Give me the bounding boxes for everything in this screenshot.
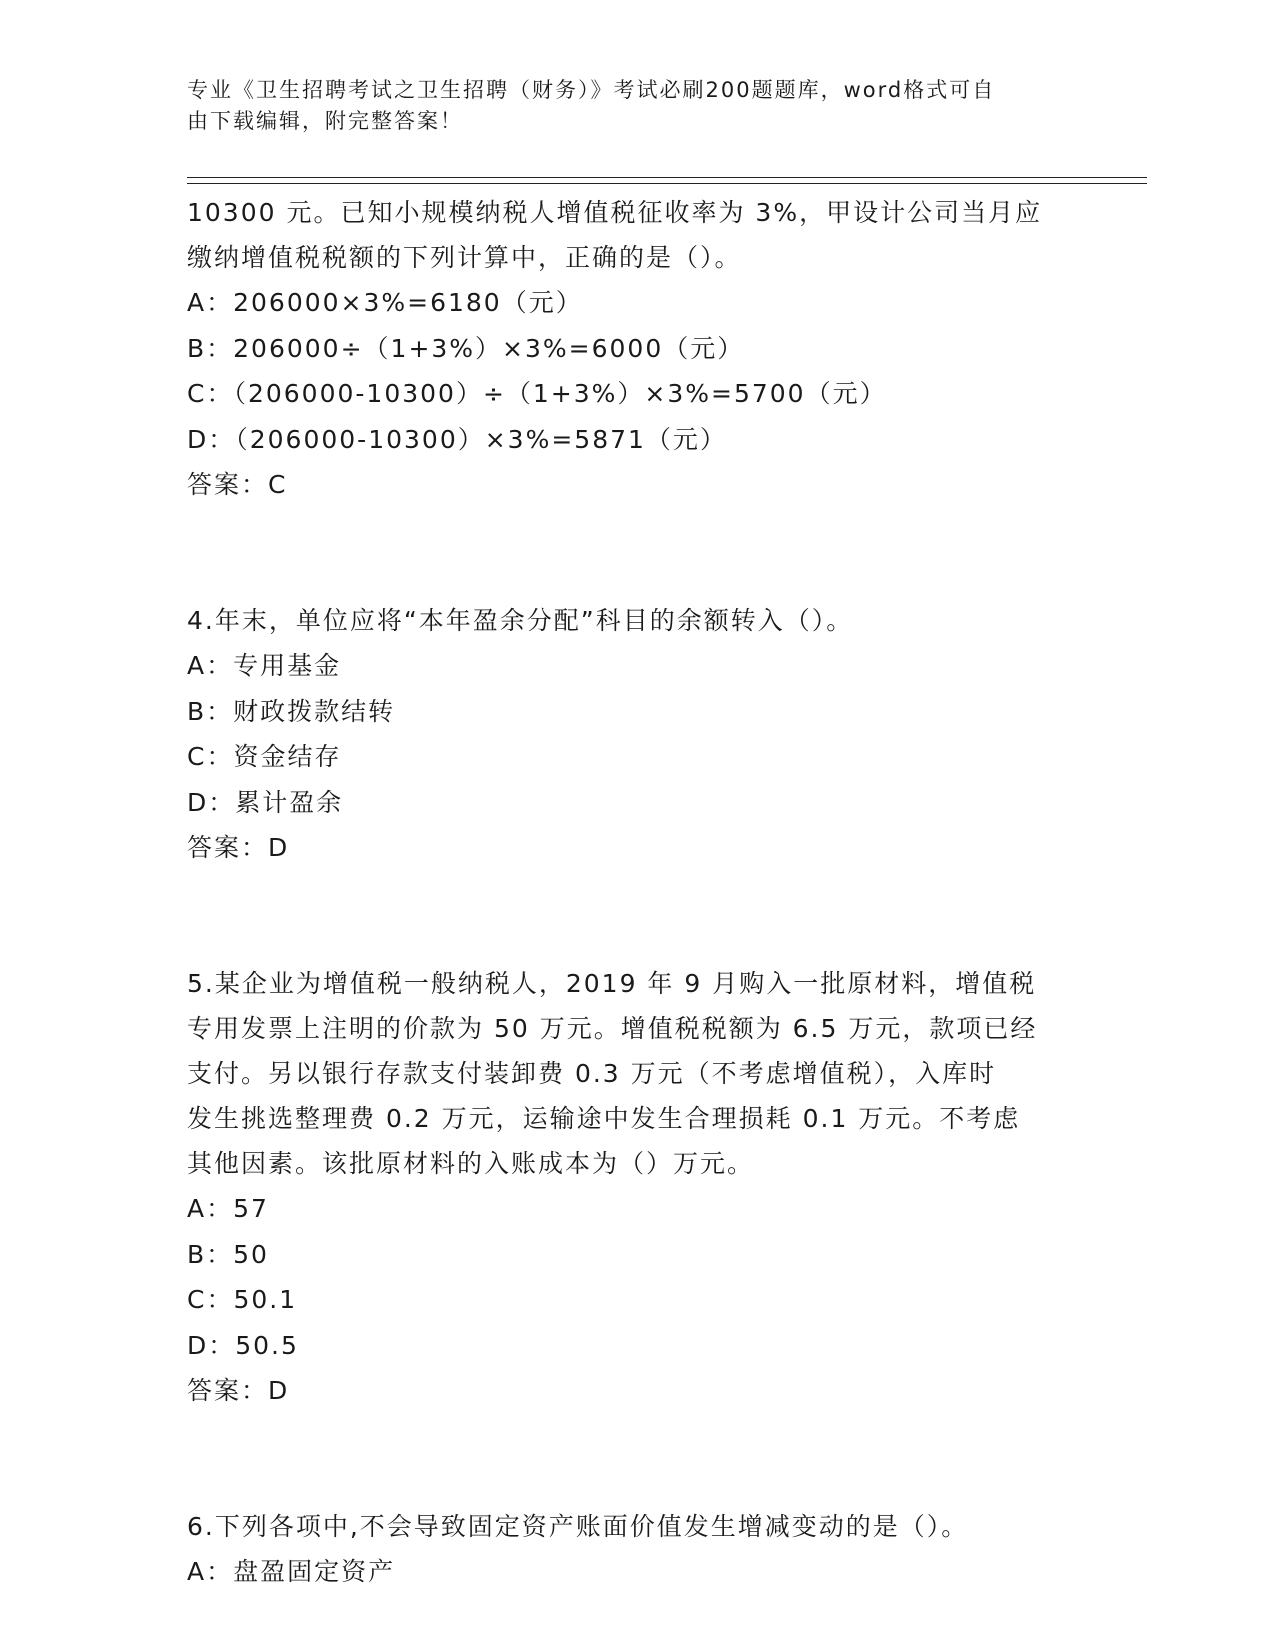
question-text-line: 专用发票上注明的价款为 50 万元。增值税税额为 6.5 万元，款项已经 xyxy=(187,1014,1038,1043)
spacer xyxy=(187,870,1087,961)
option-d: D：（206000-10300）×3%=5871（元） xyxy=(187,424,727,454)
option-a: A：专用基金 xyxy=(187,651,342,680)
option-a: A：57 xyxy=(187,1194,269,1223)
question-text-line: 6.下列各项中,不会导致固定资产账面价值发生增减变动的是（）。 xyxy=(187,1512,969,1541)
option-a: A：206000×3%=6180（元） xyxy=(187,288,583,317)
option-c: C：50.1 xyxy=(187,1285,298,1314)
question-text-line: 5.某企业为增值税一般纳税人，2019 年 9 月购入一批原材料，增值税 xyxy=(187,969,1037,998)
question-5 xyxy=(187,961,1087,1413)
header-rule-top xyxy=(187,177,1147,178)
header-line-2: 由下载编辑，附完整答案！ xyxy=(187,109,463,133)
question-text-line: 缴纳增值税税额的下列计算中，正确的是（）。 xyxy=(187,243,742,272)
answer: 答案：D xyxy=(187,833,290,862)
option-d: D：累计盈余 xyxy=(187,787,344,817)
question-text-line: 发生挑选整理费 0.2 万元，运输途中发生合理损耗 0.1 万元。不考虑 xyxy=(187,1104,1021,1133)
answer: 答案：C xyxy=(187,470,288,499)
document-header xyxy=(187,75,1067,137)
question-3 xyxy=(187,190,1087,507)
question-6 xyxy=(187,1504,1087,1595)
question-text-line: 10300 元。已知小规模纳税人增值税征收率为 3%，甲设计公司当月应 xyxy=(187,198,1043,227)
spacer xyxy=(187,507,1087,598)
question-text-line: 4.年末，单位应将“本年盈余分配”科目的余额转入（）。 xyxy=(187,606,854,635)
answer: 答案：D xyxy=(187,1376,290,1405)
header-line-1: 专业《卫生招聘考试之卫生招聘（财务）》考试必刷200题题库，word格式可自 xyxy=(187,78,996,102)
question-4 xyxy=(187,598,1087,870)
spacer xyxy=(187,1413,1087,1504)
question-text-line: 其他因素。该批原材料的入账成本为（）万元。 xyxy=(187,1149,755,1178)
document-body xyxy=(187,190,1087,1595)
option-a: A：盘盈固定资产 xyxy=(187,1557,396,1586)
option-d: D：50.5 xyxy=(187,1330,299,1360)
option-b: B：206000÷（1+3%）×3%=6000（元） xyxy=(187,333,745,363)
question-text-line: 支付。另以银行存款支付装卸费 0.3 万元（不考虑增值税），入库时 xyxy=(187,1059,997,1088)
option-b: B：财政拨款结转 xyxy=(187,696,396,726)
option-c: C：资金结存 xyxy=(187,742,342,771)
option-c: C：（206000-10300）÷（1+3%）×3%=5700（元） xyxy=(187,379,887,408)
header-rule-bottom xyxy=(187,183,1147,184)
option-b: B：50 xyxy=(187,1239,269,1269)
